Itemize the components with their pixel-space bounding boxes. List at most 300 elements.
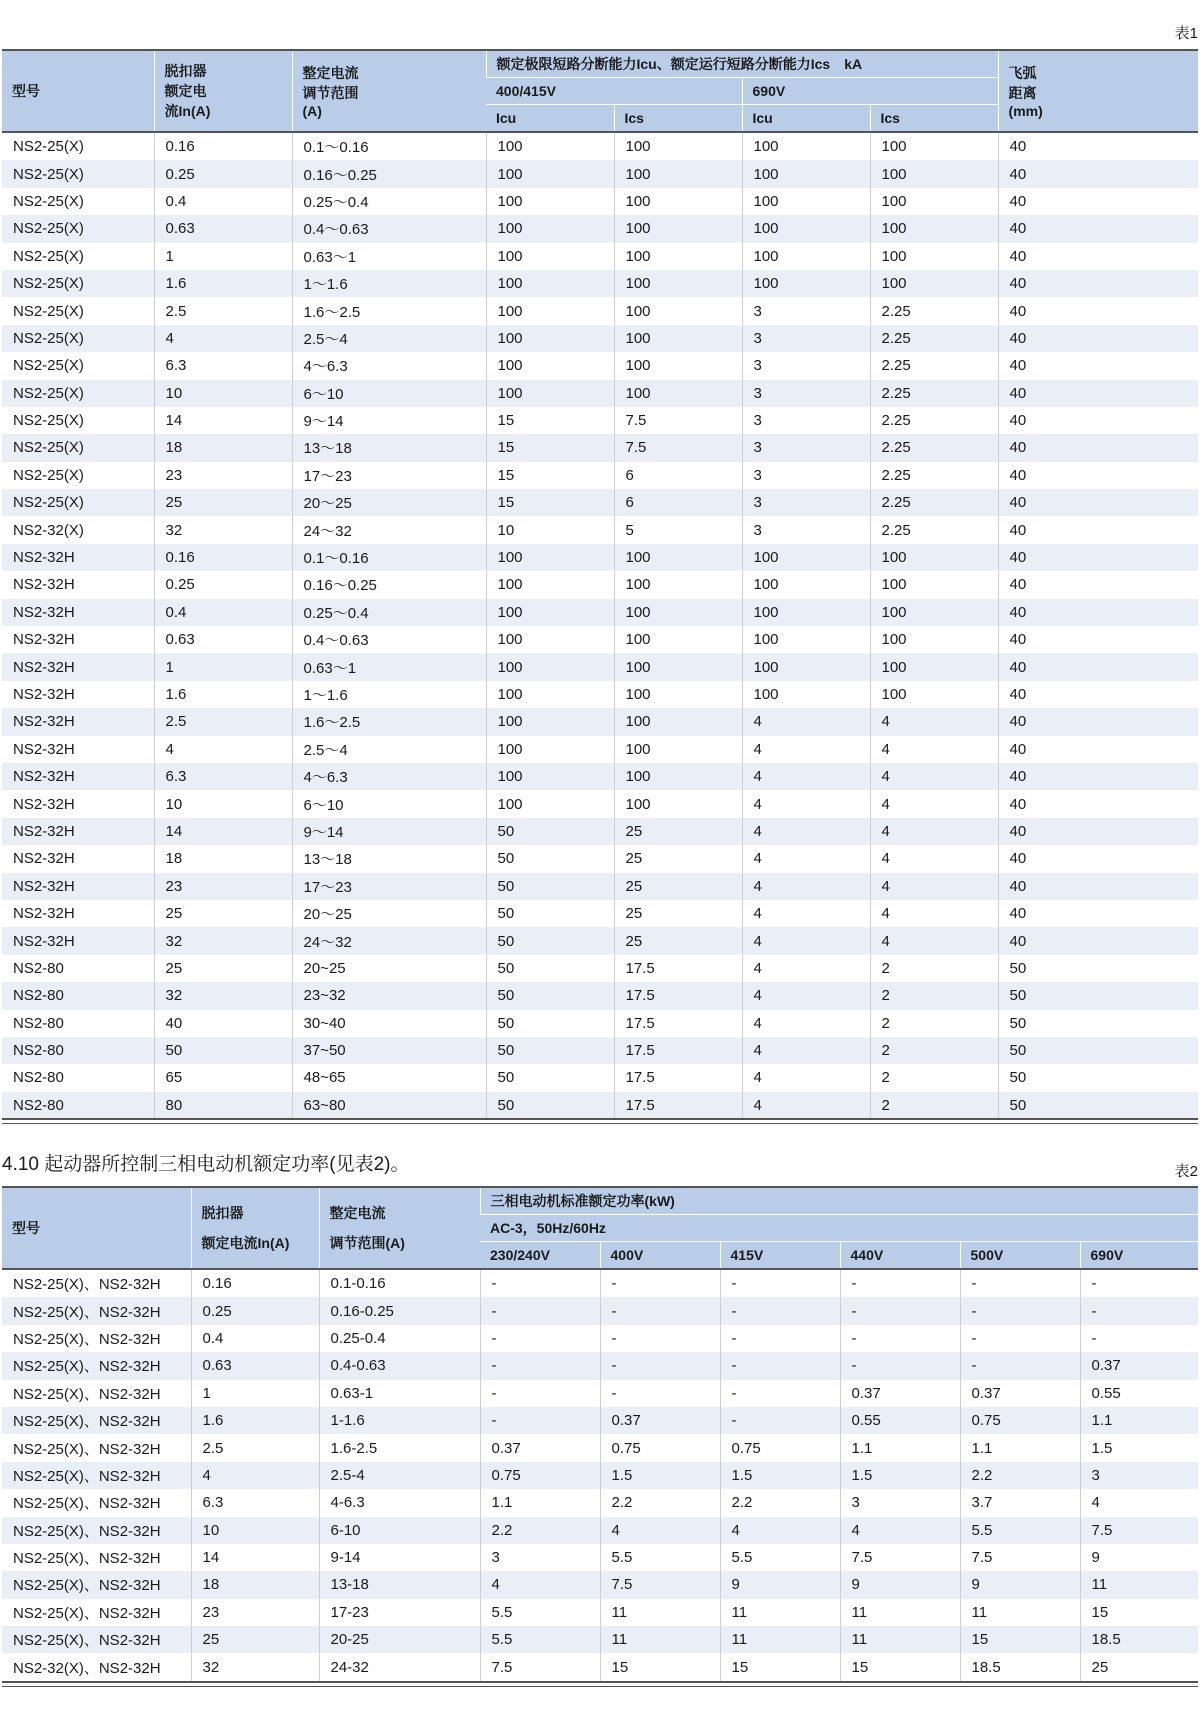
table-cell: NS2-25(X): [13, 192, 84, 210]
table-cell: 40: [998, 160, 1198, 187]
table-cell: 15: [600, 1653, 720, 1680]
table-cell: NS2-32H: [2, 653, 154, 680]
table-cell: NS2-25(X)、NS2-32H: [13, 1604, 161, 1622]
table-cell: 100: [870, 160, 998, 187]
table-cell: 4: [742, 1092, 870, 1119]
table-row: [2, 516, 1198, 543]
table-cell: NS2-25(X): [2, 325, 154, 352]
table-cell: 100: [486, 736, 614, 763]
table-cell: 0.16-0.25: [319, 1297, 480, 1324]
table-cell: 2.5: [154, 297, 292, 324]
table-cell: 100: [486, 132, 614, 160]
table-cell: -: [720, 1407, 840, 1434]
table-cell: 15: [486, 462, 614, 489]
table2-label: 表2: [1174, 1163, 1198, 1180]
table-cell: 50: [998, 1092, 1198, 1119]
table-cell: 25: [191, 1626, 319, 1653]
table-cell: 3: [742, 489, 870, 516]
table-cell: 100: [742, 188, 870, 215]
table-cell: 17.5: [614, 1037, 742, 1064]
table-row: [2, 1297, 1198, 1324]
table-row: [2, 873, 1198, 900]
table-cell: 2.25: [870, 434, 998, 461]
t2-header-setting-range: 整定电流 调节范围(A): [319, 1187, 480, 1269]
table2: [2, 1186, 1198, 1681]
table-cell: 1.6: [154, 681, 292, 708]
table-cell: 0.37: [960, 1380, 1080, 1407]
table-cell: 17～23: [292, 462, 486, 489]
table-cell: 4: [742, 1037, 870, 1064]
table-cell: 3: [742, 297, 870, 324]
table-cell: 3: [742, 516, 870, 543]
table-cell: 100: [614, 544, 742, 571]
table-cell: 32: [154, 927, 292, 954]
table-cell: 23~32: [292, 982, 486, 1009]
table-cell: 18.5: [1080, 1626, 1198, 1653]
table-cell: NS2-25(X)、NS2-32H: [2, 1462, 191, 1489]
section-heading: 4.10 起动器所控制三相电动机额定功率(见表2)。: [2, 1154, 410, 1175]
table-cell: 7.5: [600, 1571, 720, 1598]
table-row: [2, 1434, 1198, 1461]
table-cell: 100: [614, 681, 742, 708]
table-cell: 4: [742, 955, 870, 982]
table-cell: 100: [870, 132, 998, 160]
table-cell: 1.1: [960, 1434, 1080, 1461]
table-cell: 40: [998, 462, 1198, 489]
table-cell: 100: [870, 626, 998, 653]
table-cell: 15: [1080, 1599, 1198, 1626]
table-cell: 15: [840, 1653, 960, 1680]
table-cell: 100: [742, 571, 870, 598]
table-cell: 0.25～0.4: [292, 188, 486, 215]
table-cell: 32: [154, 982, 292, 1009]
table-cell: 3: [742, 462, 870, 489]
table-cell: 15: [486, 407, 614, 434]
table-cell: 4: [870, 736, 998, 763]
table-cell: 3: [480, 1544, 600, 1571]
table-cell: 25: [614, 818, 742, 845]
table-cell: NS2-32(X): [13, 521, 84, 539]
table-cell: 4: [870, 818, 998, 845]
table-row: [2, 489, 1198, 516]
table-row: [2, 297, 1198, 324]
table-cell: NS2-25(X)、NS2-32H: [13, 1495, 161, 1513]
table-row: [2, 927, 1198, 954]
table-cell: 40: [998, 571, 1198, 598]
table-cell: 100: [486, 325, 614, 352]
table-cell: 40: [998, 763, 1198, 790]
table-cell: 4: [742, 763, 870, 790]
table-cell: NS2-25(X): [13, 302, 84, 320]
table-cell: 7.5: [614, 434, 742, 461]
table-cell: 0.55: [840, 1407, 960, 1434]
table-cell: 2: [870, 1010, 998, 1037]
table-cell: NS2-25(X)、NS2-32H: [2, 1297, 191, 1324]
table-cell: 5.5: [600, 1544, 720, 1571]
table-cell: 0.37: [840, 1380, 960, 1407]
table-cell: 11: [960, 1599, 1080, 1626]
table-cell: 6-10: [319, 1517, 480, 1544]
table-cell: 0.75: [960, 1407, 1080, 1434]
table-cell: 2.5～4: [292, 325, 486, 352]
table-cell: 9: [720, 1571, 840, 1598]
table-cell: 0.25: [154, 160, 292, 187]
table-cell: 4: [870, 927, 998, 954]
table-cell: 4～6.3: [292, 352, 486, 379]
table-cell: 100: [870, 571, 998, 598]
table-cell: 100: [614, 599, 742, 626]
table-cell: 100: [614, 243, 742, 270]
table-cell: 9～14: [292, 818, 486, 845]
table-cell: 9-14: [319, 1544, 480, 1571]
table-cell: 7.5: [840, 1544, 960, 1571]
table-cell: 50: [486, 1010, 614, 1037]
t1-header-arc-distance: 飞弧 距离 (mm): [998, 50, 1198, 132]
table-cell: 1.6: [154, 270, 292, 297]
table1-end-rule: [2, 1123, 1198, 1124]
table-cell: 40: [998, 407, 1198, 434]
table-cell: -: [840, 1325, 960, 1352]
table-cell: 2.25: [870, 516, 998, 543]
table-cell: 18.5: [960, 1653, 1080, 1680]
table-cell: 11: [840, 1599, 960, 1626]
table-cell: 0.37: [600, 1407, 720, 1434]
table-cell: 50: [486, 900, 614, 927]
table-row: [2, 1352, 1198, 1379]
table-cell: 100: [870, 243, 998, 270]
table-row: [2, 462, 1198, 489]
t1-header-400v: 400/415V: [486, 78, 742, 105]
table-cell: 2.5: [191, 1434, 319, 1461]
table-cell: NS2-25(X)、NS2-32H: [2, 1571, 191, 1598]
table-cell: 100: [486, 188, 614, 215]
table-cell: -: [840, 1352, 960, 1379]
table-cell: 100: [486, 763, 614, 790]
table-row: [2, 790, 1198, 817]
table-cell: 100: [486, 160, 614, 187]
table-cell: 20~25: [292, 955, 486, 982]
table-cell: -: [480, 1352, 600, 1379]
table-cell: 0.4～0.63: [292, 626, 486, 653]
table-cell: -: [840, 1297, 960, 1324]
table-cell: 5: [614, 516, 742, 543]
table-cell: 100: [870, 188, 998, 215]
table-row: [2, 763, 1198, 790]
table-cell: 50: [998, 955, 1198, 982]
table-cell: 25: [154, 489, 292, 516]
table-cell: NS2-25(X)、NS2-32H: [2, 1407, 191, 1434]
table-row: [2, 708, 1198, 735]
table-cell: 40: [998, 188, 1198, 215]
table-cell: -: [600, 1269, 720, 1297]
table-cell: 1.1: [480, 1489, 600, 1516]
table-cell: 1.5: [1080, 1434, 1198, 1461]
table-cell: 1.5: [840, 1462, 960, 1489]
table-cell: 9: [1080, 1544, 1198, 1571]
table-cell: -: [720, 1269, 840, 1297]
table2-end-rule: [2, 1681, 1198, 1683]
table-cell: 4～6.3: [292, 763, 486, 790]
table-cell: 4: [870, 790, 998, 817]
table-cell: NS2-25(X): [13, 412, 84, 430]
table-cell: NS2-25(X)、NS2-32H: [13, 1440, 161, 1458]
table-cell: 0.25～0.4: [292, 599, 486, 626]
table-cell: 1: [154, 243, 292, 270]
table-cell: 40: [998, 599, 1198, 626]
table-cell: NS2-25(X): [2, 380, 154, 407]
table-cell: NS2-25(X): [2, 215, 154, 242]
table-cell: 1-1.6: [319, 1407, 480, 1434]
table-cell: -: [720, 1297, 840, 1324]
table-row: [2, 434, 1198, 461]
table-cell: NS2-32H: [2, 544, 154, 571]
table-row: [2, 1571, 1198, 1598]
table-row: [2, 544, 1198, 571]
table-cell: 25: [1080, 1653, 1198, 1680]
table-cell: NS2-25(X): [2, 489, 154, 516]
table-cell: 0.1～0.16: [292, 132, 486, 160]
table-cell: 40: [998, 681, 1198, 708]
table1-end-rule: [2, 1118, 1198, 1120]
table-cell: 23: [154, 873, 292, 900]
table-cell: NS2-32H: [2, 599, 154, 626]
table-cell: 40: [154, 1010, 292, 1037]
table-cell: 17.5: [614, 982, 742, 1009]
table-cell: -: [1080, 1325, 1198, 1352]
table-row: [2, 599, 1198, 626]
table-cell: 24～32: [292, 927, 486, 954]
table-cell: 1.1: [1080, 1407, 1198, 1434]
table-cell: 0.4: [154, 599, 292, 626]
table-cell: -: [480, 1269, 600, 1297]
table-cell: -: [1080, 1297, 1198, 1324]
table-cell: 4: [480, 1571, 600, 1598]
table-cell: 100: [486, 297, 614, 324]
table-cell: 7.5: [480, 1653, 600, 1680]
table-cell: NS2-25(X): [2, 160, 154, 187]
table-cell: -: [480, 1380, 600, 1407]
table-cell: -: [720, 1352, 840, 1379]
table-cell: 23: [191, 1599, 319, 1626]
table-cell: NS2-32H: [2, 873, 154, 900]
table-cell: 1: [191, 1380, 319, 1407]
t1-header-icu: Icu: [742, 105, 870, 133]
table-cell: 0.63: [154, 626, 292, 653]
table-row: [2, 982, 1198, 1009]
table-row: [2, 352, 1198, 379]
table1: [2, 49, 1198, 1119]
table-cell: 50: [486, 1037, 614, 1064]
table-cell: 20-25: [319, 1626, 480, 1653]
table-cell: 100: [870, 544, 998, 571]
table-row: [2, 132, 1198, 160]
t2-header-trip-rating: 脱扣器 额定电流In(A): [191, 1187, 319, 1269]
table-cell: 1.6: [191, 1407, 319, 1434]
table-cell: NS2-80: [13, 959, 64, 977]
table-row: [2, 1462, 1198, 1489]
table-cell: 40: [998, 653, 1198, 680]
table-cell: 2.2: [720, 1489, 840, 1516]
table-cell: 100: [742, 270, 870, 297]
table-cell: 15: [720, 1653, 840, 1680]
table-cell: 10: [154, 790, 292, 817]
table-row: [2, 380, 1198, 407]
table-cell: 17.5: [614, 955, 742, 982]
table-cell: -: [960, 1269, 1080, 1297]
table-row: [2, 626, 1198, 653]
table-cell: 2.25: [870, 489, 998, 516]
table-cell: 10: [154, 380, 292, 407]
table-row: [2, 188, 1198, 215]
table-cell: 100: [614, 270, 742, 297]
table-cell: -: [480, 1297, 600, 1324]
table-cell: NS2-32H: [13, 795, 75, 813]
table-row: [2, 1037, 1198, 1064]
table-cell: 4: [742, 873, 870, 900]
table-cell: 5.5: [480, 1626, 600, 1653]
table-row: [2, 325, 1198, 352]
table-cell: NS2-25(X): [13, 357, 84, 375]
table-cell: NS2-25(X)、NS2-32H: [13, 1330, 161, 1348]
table-cell: 0.16～0.25: [292, 571, 486, 598]
table-row: [2, 1092, 1198, 1119]
table-cell: -: [960, 1325, 1080, 1352]
table-cell: 18: [191, 1571, 319, 1598]
table-cell: 50: [486, 1092, 614, 1119]
table-cell: 2.2: [600, 1489, 720, 1516]
table-cell: 0.16～0.25: [292, 160, 486, 187]
t1-header-690v: 690V: [742, 78, 998, 105]
table-cell: 9～14: [292, 407, 486, 434]
table-cell: 24-32: [319, 1653, 480, 1680]
table-cell: 11: [840, 1626, 960, 1653]
table-cell: 4: [191, 1462, 319, 1489]
table-cell: 4: [742, 982, 870, 1009]
table-cell: 100: [614, 626, 742, 653]
table-cell: 100: [870, 599, 998, 626]
table-cell: 4: [742, 790, 870, 817]
table-cell: 6～10: [292, 790, 486, 817]
table-row: [2, 818, 1198, 845]
table-cell: 2.25: [870, 462, 998, 489]
table-cell: 50: [998, 1037, 1198, 1064]
table-row: [2, 1517, 1198, 1544]
table-cell: 4: [742, 1064, 870, 1091]
table-cell: NS2-80: [2, 1092, 154, 1119]
table-row: [2, 1407, 1198, 1434]
table-cell: 50: [998, 982, 1198, 1009]
table-cell: 100: [614, 325, 742, 352]
table-cell: 9: [840, 1571, 960, 1598]
table-cell: NS2-32(X)、NS2-32H: [13, 1659, 161, 1677]
table-cell: 1.6～2.5: [292, 708, 486, 735]
table1-label: 表1: [1174, 25, 1198, 42]
table-row: [2, 900, 1198, 927]
table-cell: 25: [154, 955, 292, 982]
table-cell: 5.5: [720, 1544, 840, 1571]
table-cell: 25: [614, 873, 742, 900]
table-cell: 7.5: [960, 1544, 1080, 1571]
table-cell: 0.75: [600, 1434, 720, 1461]
table-cell: 4: [742, 927, 870, 954]
table-cell: 1～1.6: [292, 681, 486, 708]
table-cell: 0.75: [720, 1434, 840, 1461]
table-cell: 50: [486, 1064, 614, 1091]
table2-body: [2, 1269, 1198, 1681]
table-cell: 2.25: [870, 352, 998, 379]
table-cell: 100: [742, 681, 870, 708]
table-cell: 4: [870, 708, 998, 735]
table-cell: -: [720, 1380, 840, 1407]
table-cell: -: [600, 1352, 720, 1379]
table-cell: 40: [998, 927, 1198, 954]
table-row: [2, 270, 1198, 297]
table-cell: 6.3: [154, 763, 292, 790]
table-cell: 4: [154, 736, 292, 763]
table-cell: 17～23: [292, 873, 486, 900]
table-cell: 10: [191, 1517, 319, 1544]
table-cell: -: [720, 1325, 840, 1352]
table-cell: 17-23: [319, 1599, 480, 1626]
table-row: [2, 571, 1198, 598]
table-cell: 40: [998, 434, 1198, 461]
table-cell: 13～18: [292, 845, 486, 872]
table-cell: 7.5: [1080, 1517, 1198, 1544]
table-cell: NS2-32H: [13, 686, 75, 703]
t1-header-icu: Icu: [486, 105, 614, 133]
table-cell: NS2-32H: [13, 576, 75, 594]
table-cell: 4: [870, 845, 998, 872]
table-cell: 40: [998, 325, 1198, 352]
table-cell: 0.4-0.63: [319, 1352, 480, 1379]
table-cell: 13-18: [319, 1571, 480, 1598]
table-cell: 50: [486, 873, 614, 900]
table-cell: 80: [154, 1092, 292, 1119]
table-cell: 2.5～4: [292, 736, 486, 763]
table-cell: 0.1-0.16: [319, 1269, 480, 1297]
table-cell: 2.5: [154, 708, 292, 735]
table-row: [2, 736, 1198, 763]
table-cell: -: [840, 1269, 960, 1297]
table-cell: 2: [870, 982, 998, 1009]
table-cell: 2.25: [870, 297, 998, 324]
table-cell: 4: [600, 1517, 720, 1544]
table2-end-rule: [2, 1686, 1198, 1687]
table-cell: 100: [742, 243, 870, 270]
table-row: [2, 1544, 1198, 1571]
table-cell: 0.4: [191, 1325, 319, 1352]
table-cell: NS2-25(X)、NS2-32H: [13, 1276, 161, 1294]
table-cell: 100: [486, 215, 614, 242]
table-cell: 2: [870, 1037, 998, 1064]
table-cell: 3: [1080, 1462, 1198, 1489]
table-cell: 0.25: [191, 1297, 319, 1324]
table-cell: 13～18: [292, 434, 486, 461]
table-cell: 40: [998, 380, 1198, 407]
table-cell: 4: [742, 1010, 870, 1037]
table-cell: NS2-32H: [13, 850, 75, 868]
t1-header-setting-range: 整定电流 调节范围 (A): [292, 50, 486, 132]
table-cell: 40: [998, 708, 1198, 735]
table-cell: 4: [742, 708, 870, 735]
table-cell: 100: [614, 188, 742, 215]
table-cell: 0.16: [154, 544, 292, 571]
table-cell: NS2-32H: [2, 927, 154, 954]
table-cell: 100: [614, 215, 742, 242]
table-row: [2, 1325, 1198, 1352]
table-cell: -: [960, 1352, 1080, 1379]
table-cell: 5.5: [960, 1517, 1080, 1544]
